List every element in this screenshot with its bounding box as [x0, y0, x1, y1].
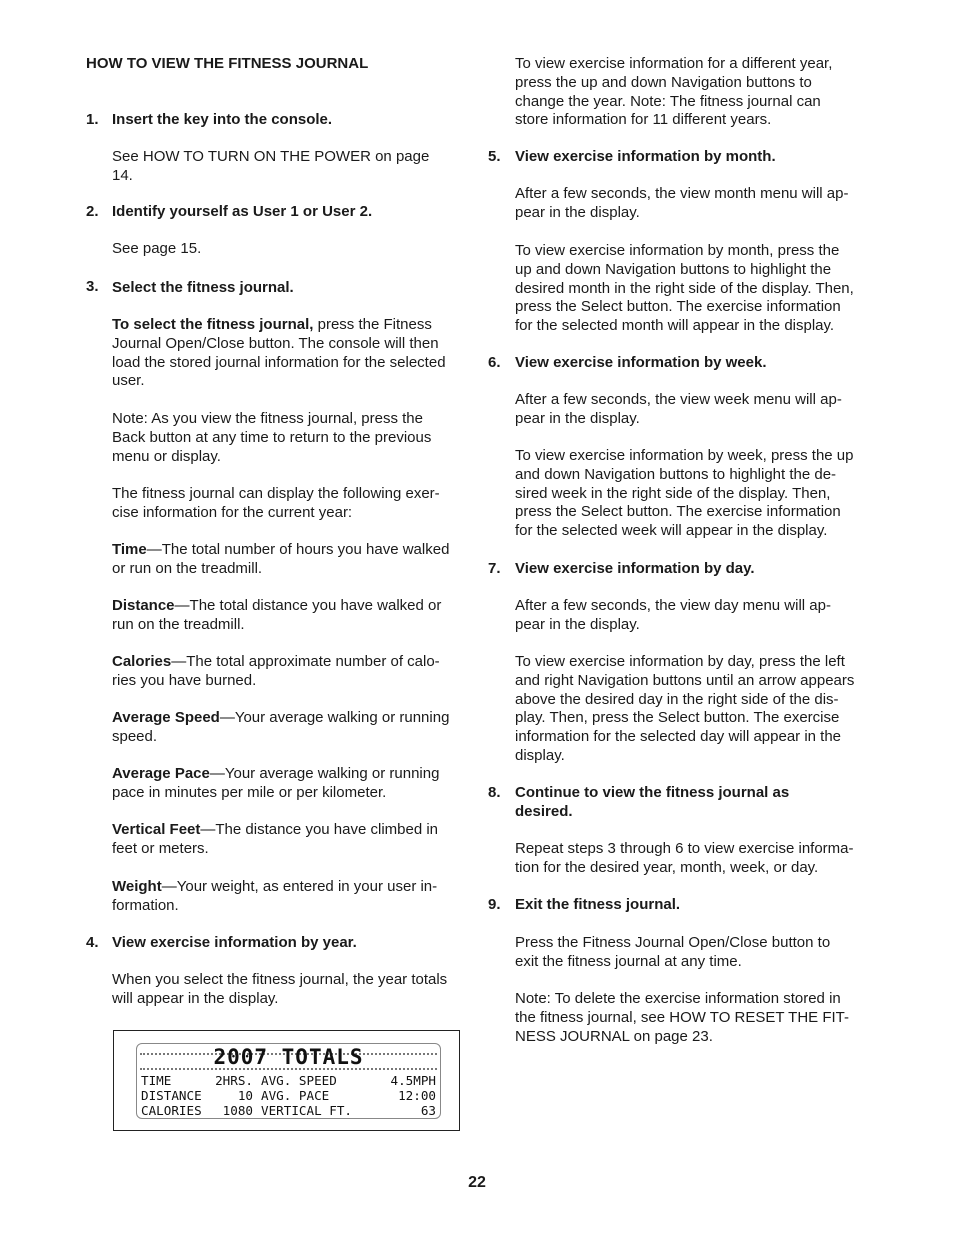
display-row-label: CALORIES	[141, 1103, 202, 1118]
step-1-heading: Insert the key into the console.	[112, 111, 333, 128]
term-weight-label: Weight	[112, 878, 162, 895]
step-2-heading: Identify yourself as User 1 or User 2.	[112, 203, 373, 220]
display-row-label: TIME	[141, 1073, 172, 1088]
display-row-label: AVG. SPEED	[261, 1073, 337, 1088]
step-3-heading: Select the fitness journal.	[112, 279, 294, 296]
term-distance-label: Distance	[112, 597, 175, 614]
term-time	[112, 541, 449, 579]
step-3-paragraph-3: The fitness journal can display the following exer- cise information for the current year:	[112, 485, 440, 521]
term-average-speed	[112, 709, 449, 747]
display-row	[141, 1103, 436, 1118]
term-distance-definition: —The total distance you have walked or run on the treadmill.	[112, 597, 442, 633]
console-display-illustration	[113, 1030, 460, 1131]
display-row-value: 4.5MPH	[390, 1073, 436, 1088]
term-calories-label: Calories	[112, 653, 172, 670]
step-8-heading: Continue to view the fitness journal as desired.	[515, 784, 790, 820]
step-3-paragraph-1	[112, 316, 446, 391]
display-row	[141, 1088, 436, 1103]
step-3-paragraph-1-rest: press the Fitness Journal Open/Close button. The console will then load the stored journal information for the selected user.	[112, 316, 446, 390]
step-3-note: Note: As you view the fitness journal, press the Back button at any time to return to the previous menu or display.	[112, 410, 432, 465]
term-distance	[112, 597, 441, 635]
step-6-paragraph-2: To view exercise information by week, press the up and down Navigation buttons to highlight the de- sired week in the right side of the display. Then, press the Select button. The exercise information for the selected week will appear in the display.	[515, 447, 854, 540]
section-title: HOW TO VIEW THE FITNESS JOURNAL	[86, 55, 369, 72]
term-vertical-feet-definition: —The distance you have climbed in feet or meters.	[112, 821, 439, 857]
display-title: 2007 TOTALS	[213, 1045, 364, 1069]
term-average-pace-label: Average Pace	[112, 765, 210, 782]
term-average-speed-definition: —Your average walking or running speed.	[112, 709, 450, 745]
term-average-pace	[112, 765, 439, 803]
term-vertical-feet	[112, 821, 438, 859]
step-7-number: 7.	[488, 560, 501, 577]
step-1-text: See HOW TO TURN ON THE POWER on page 14.	[112, 148, 430, 184]
display-row-value: 1080	[222, 1103, 253, 1118]
step-8-number: 8.	[488, 784, 501, 801]
display-row-label: DISTANCE	[141, 1088, 202, 1103]
step-8-text: Repeat steps 3 through 6 to view exercise informa- tion for the desired year, month, week, or day.	[515, 840, 854, 876]
display-row	[141, 1073, 436, 1088]
step-9-paragraph-1: Press the Fitness Journal Open/Close button to exit the fitness journal at any time.	[515, 934, 831, 970]
term-time-definition: —The total number of hours you have walked or run on the treadmill.	[112, 541, 450, 577]
term-vertical-feet-label: Vertical Feet	[112, 821, 201, 838]
step-7-heading: View exercise information by day.	[515, 560, 755, 577]
term-average-speed-label: Average Speed	[112, 709, 220, 726]
step-6-number: 6.	[488, 354, 501, 371]
step-1-number: 1.	[86, 111, 99, 128]
term-weight-definition: —Your weight, as entered in your user in- formation.	[112, 878, 438, 914]
step-5-paragraph-1: After a few seconds, the view month menu will ap- pear in the display.	[515, 185, 849, 221]
display-row-label: AVG. PACE	[261, 1088, 330, 1103]
term-calories-definition: —The total approximate number of calo- ries you have burned.	[112, 653, 440, 689]
step-9-note: Note: To delete the exercise information stored in the fitness journal, see HOW TO RESET THE FIT- NESS JOURNAL on page 23.	[515, 990, 849, 1045]
display-row-value: 12:00	[398, 1088, 436, 1103]
term-calories	[112, 653, 440, 691]
term-weight	[112, 878, 437, 916]
step-7-paragraph-2: To view exercise information by day, press the left and right Navigation buttons until an arrow appears above the desired day in the right side of the dis- play. Then, press the Select button. The exercise information for the selected day will appear in the display.	[515, 653, 855, 764]
display-row-label: VERTICAL FT.	[261, 1103, 352, 1118]
display-row-value: 10	[237, 1088, 253, 1103]
console-display-screen	[136, 1043, 441, 1119]
step-5-number: 5.	[488, 148, 501, 165]
step-3-number: 3.	[86, 278, 99, 295]
display-row-value: 63	[420, 1103, 436, 1118]
step-9-heading: Exit the fitness journal.	[515, 896, 681, 913]
step-4-number: 4.	[86, 934, 99, 951]
step-6-heading: View exercise information by week.	[515, 354, 767, 371]
step-7-paragraph-1: After a few seconds, the view day menu will ap- pear in the display.	[515, 597, 831, 633]
step-3-bold-lead: To select the fitness journal,	[112, 316, 314, 333]
step-4-continued-text: To view exercise information for a different year, press the up and down Navigation buttons to change the year. Note: The fitness journal can store information for 11 different years.	[515, 55, 833, 129]
step-4-heading: View exercise information by year.	[112, 934, 357, 951]
step-4-text: When you select the fitness journal, the year totals will appear in the display.	[112, 971, 448, 1007]
step-2-text: See page 15.	[112, 240, 202, 257]
step-9-number: 9.	[488, 896, 501, 913]
term-average-pace-definition: —Your average walking or running pace in minutes per mile or per kilometer.	[112, 765, 440, 801]
step-2-number: 2.	[86, 203, 99, 220]
page-number: 22	[468, 1174, 486, 1191]
step-5-paragraph-2: To view exercise information by month, press the up and down Navigation buttons to highlight the desired month in the right side of the display. Then, press the Select button. The exercise information for the selected month will appear in the display.	[515, 242, 854, 335]
step-5-heading: View exercise information by month.	[515, 148, 776, 165]
term-time-label: Time	[112, 541, 147, 558]
display-row-value: 2HRS.	[215, 1073, 253, 1088]
step-6-paragraph-1: After a few seconds, the view week menu will ap- pear in the display.	[515, 391, 842, 427]
display-divider	[140, 1068, 437, 1070]
